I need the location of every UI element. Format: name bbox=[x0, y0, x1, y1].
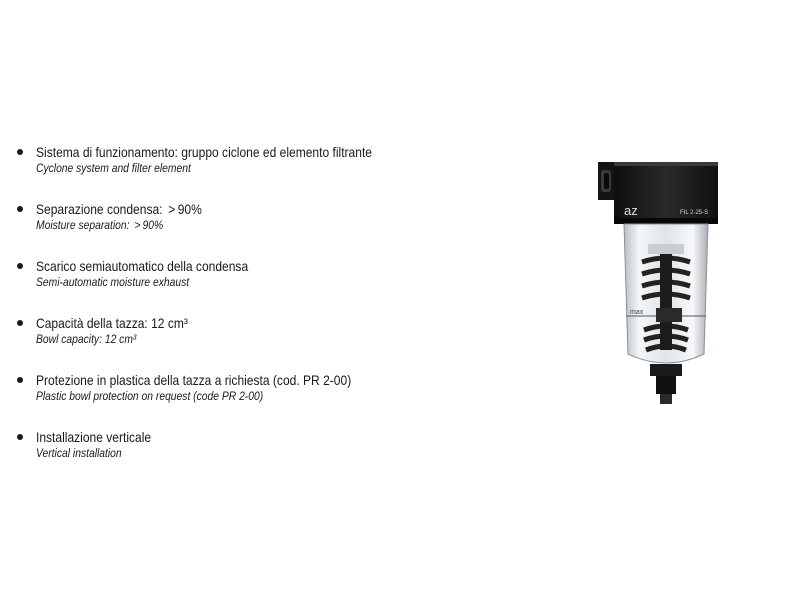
feature-text-it: Protezione in plastica della tazza a richiesta (cod. PR 2-00) bbox=[36, 372, 352, 388]
bullet-dot bbox=[17, 263, 23, 269]
feature-item bbox=[14, 371, 574, 428]
feature-text-it: Separazione condensa: > 90% bbox=[36, 201, 202, 217]
feature-item bbox=[14, 257, 574, 314]
product-image-filter bbox=[596, 158, 728, 408]
feature-item bbox=[14, 314, 574, 371]
model-label: FIL 2-25-S bbox=[680, 210, 709, 216]
feature-text-en: Plastic bowl protection on request (code PR 2-00) bbox=[36, 389, 264, 403]
feature-item bbox=[14, 200, 574, 257]
feature-item bbox=[14, 428, 574, 485]
bullet-dot bbox=[17, 149, 23, 155]
feature-text-it: Scarico semiautomatico della condensa bbox=[36, 258, 249, 274]
feature-text-en: Cyclone system and filter element bbox=[36, 161, 191, 175]
feature-text-it: Capacità della tazza: 12 cm³ bbox=[36, 315, 188, 331]
bullet-dot bbox=[17, 434, 23, 440]
bowl-max-mark: max bbox=[630, 309, 644, 316]
feature-text-en: Bowl capacity: 12 cm³ bbox=[36, 332, 137, 346]
filter-bowl bbox=[624, 224, 708, 363]
filter-illustration bbox=[596, 158, 728, 408]
feature-text-en: Semi-automatic moisture exhaust bbox=[36, 275, 190, 289]
feature-text-it: Sistema di funzionamento: gruppo ciclone ed elemento filtrante bbox=[36, 144, 372, 160]
bullet-dot bbox=[17, 206, 23, 212]
bullet-dot bbox=[17, 377, 23, 383]
brand-text: az bbox=[624, 203, 638, 218]
filter-drain bbox=[650, 364, 682, 404]
feature-text-en: Vertical installation bbox=[36, 446, 122, 460]
feature-item bbox=[14, 143, 574, 200]
feature-list bbox=[14, 143, 574, 485]
bullet-dot bbox=[17, 320, 23, 326]
feature-text-it: Installazione verticale bbox=[36, 429, 152, 445]
filter-head bbox=[598, 162, 718, 224]
feature-text-en: Moisture separation: > 90% bbox=[36, 218, 164, 232]
